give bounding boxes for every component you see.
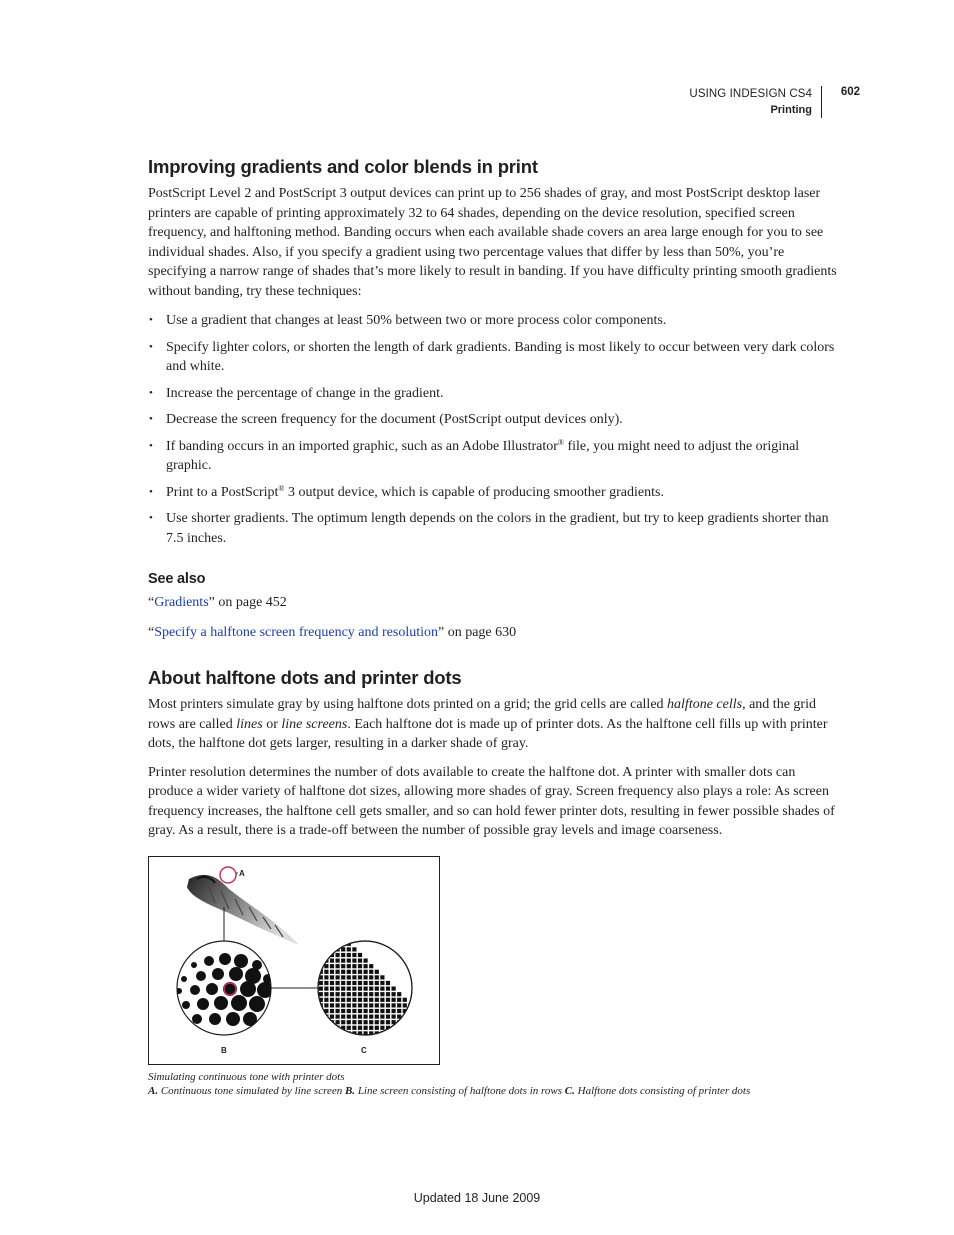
printer-dot: [392, 1031, 396, 1035]
printer-dot: [352, 958, 356, 962]
section-heading-gradients: Improving gradients and color blends in print: [148, 156, 538, 177]
printer-dot: [386, 992, 390, 996]
printer-dot: [352, 986, 356, 990]
caption-text-b: Line screen consisting of halftone dots in rows: [355, 1085, 565, 1097]
printer-dot: [403, 1020, 407, 1024]
printer-dot: [347, 1025, 351, 1029]
printer-dot: [347, 964, 351, 968]
list-item: [148, 483, 840, 503]
printer-dot: [341, 986, 345, 990]
printer-dot: [392, 992, 396, 996]
printer-dot: [375, 975, 379, 979]
printer-dot: [358, 958, 362, 962]
printer-dot: [375, 1014, 379, 1018]
printer-dot: [336, 975, 340, 979]
caption-text-c: Halftone dots consisting of printer dots: [574, 1085, 751, 1097]
printer-dot: [352, 1008, 356, 1012]
printer-dot: [319, 1008, 323, 1012]
printer-dot: [358, 997, 362, 1001]
printer-dot: [380, 980, 384, 984]
printer-dot: [319, 947, 323, 951]
printer-dot: [352, 952, 356, 956]
printer-dot: [364, 1020, 368, 1024]
printer-dot: [392, 1014, 396, 1018]
printer-dot: [386, 1014, 390, 1018]
printer-dot: [330, 958, 334, 962]
printer-dot: [347, 992, 351, 996]
printer-dot: [397, 1008, 401, 1012]
book-title: USING INDESIGN CS4: [689, 88, 812, 100]
printer-dot: [347, 947, 351, 951]
printer-dot: [319, 941, 323, 945]
printer-dot: [397, 1025, 401, 1029]
list-item: • Specify lighter colors, or shorten the length of dark gradients. Banding is most likely to occur between very dark colors and white.: [148, 338, 840, 377]
printer-dot: [358, 964, 362, 968]
caption-legend: [148, 1084, 840, 1099]
printer-dot: [369, 969, 373, 973]
printer-dot: [364, 969, 368, 973]
printer-dot: [330, 1031, 334, 1035]
printer-dot: [341, 997, 345, 1001]
printer-dot: [403, 1003, 407, 1007]
caption-key-b: B.: [344, 1085, 356, 1097]
list-item-text: file, you might need to adjust the original graphic.: [166, 438, 800, 473]
halftone-figure: [148, 856, 440, 1065]
printer-dot: [380, 986, 384, 990]
printer-dot: [364, 1014, 368, 1018]
printer-dot: [369, 980, 373, 984]
caption-title: Simulating continuous tone with printer dots: [148, 1070, 345, 1083]
see-also-heading: See also: [148, 571, 206, 587]
printer-dot: [369, 1014, 373, 1018]
quote-mark: “: [148, 624, 155, 640]
printer-dot: [364, 997, 368, 1001]
printer-dot: [341, 969, 345, 973]
term-line-screens: line screens: [281, 716, 348, 732]
printer-dot: [358, 980, 362, 984]
printer-dot: [358, 992, 362, 996]
printer-dot: [324, 1025, 328, 1029]
printer-dot: [358, 1020, 362, 1024]
printer-dot: [336, 964, 340, 968]
printer-dot: [358, 969, 362, 973]
printer-dot: [380, 1008, 384, 1012]
printer-dot: [319, 1031, 323, 1035]
printer-dot: [386, 986, 390, 990]
printer-dot: [341, 1031, 345, 1035]
printer-dot: [347, 958, 351, 962]
printer-dot: [386, 997, 390, 1001]
printer-dot: [324, 1031, 328, 1035]
printer-dot: [341, 947, 345, 951]
text-run: or: [262, 716, 282, 732]
shell-image: [187, 874, 299, 944]
printer-dot: [324, 969, 328, 973]
printer-dot: [380, 1003, 384, 1007]
printer-dot: [352, 964, 356, 968]
printer-dot: [369, 986, 373, 990]
list-item-text: 3 output device, which is capable of producing smoother gradients.: [284, 484, 664, 500]
printer-dot: [324, 992, 328, 996]
printer-dot: [347, 1014, 351, 1018]
printer-dot: [319, 992, 323, 996]
printer-dot: [380, 1025, 384, 1029]
printer-dot: [364, 1008, 368, 1012]
printer-dot: [336, 969, 340, 973]
list-item-text: If banding occurs in an imported graphic, such as an Adobe Illustrator: [166, 438, 558, 454]
printer-dot: [324, 952, 328, 956]
text-run: Most printers simulate gray by using halftone dots printed on a grid; the grid cells are called: [148, 697, 668, 712]
printer-dot: [347, 1008, 351, 1012]
printer-dot: [330, 986, 334, 990]
printer-dot: [375, 986, 379, 990]
printer-dot: [330, 1025, 334, 1029]
printer-dot: [324, 975, 328, 979]
printer-dot: [375, 992, 379, 996]
printer-dot: [364, 975, 368, 979]
printer-dot: [364, 964, 368, 968]
printer-dot: [352, 1003, 356, 1007]
printer-dot: [341, 1014, 345, 1018]
printer-dot: [347, 997, 351, 1001]
printer-dot: [330, 992, 334, 996]
list-item: • Use shorter gradients. The optimum length depends on the colors in the gradient, but try to keep gradients shorter than 7.5 inches.: [148, 509, 840, 548]
page-footer: Updated 18 June 2009: [413, 1191, 541, 1205]
halftone-paragraph-1: [148, 695, 840, 754]
printer-dot: [352, 969, 356, 973]
gradients-link[interactable]: Gradients: [154, 595, 209, 610]
printer-dot: [319, 980, 323, 984]
printer-dot: [352, 997, 356, 1001]
printer-dot: [380, 975, 384, 979]
printer-dot: [347, 986, 351, 990]
text-run: , and the grid rows are called: [148, 697, 816, 732]
printer-dot: [336, 1003, 340, 1007]
printer-dot: [369, 1025, 373, 1029]
printer-dot: [347, 952, 351, 956]
printer-dot: [364, 980, 368, 984]
printer-dot: [330, 980, 334, 984]
printer-dot: [330, 1014, 334, 1018]
printer-dot: [336, 986, 340, 990]
term-halftone-cells: halftone cells: [667, 697, 743, 712]
printer-dot: [358, 1014, 362, 1018]
printer-dot: [336, 997, 340, 1001]
printer-dot: [341, 952, 345, 956]
printer-dot: [347, 975, 351, 979]
printer-dot: [392, 1003, 396, 1007]
printer-dot: [386, 980, 390, 984]
printer-dot: [341, 1020, 345, 1024]
printer-dot: [330, 941, 334, 945]
printer-dot: [386, 1020, 390, 1024]
printer-dot: [352, 992, 356, 996]
printer-dot: [336, 1020, 340, 1024]
printer-dot: [324, 997, 328, 1001]
printer-dot: [330, 975, 334, 979]
halftone-illustration: [149, 857, 439, 1064]
printer-dot: [336, 941, 340, 945]
printer-dot: [352, 1020, 356, 1024]
printer-dot: [324, 1003, 328, 1007]
printer-dot: [330, 947, 334, 951]
printer-dot: [324, 980, 328, 984]
caption-key-c: C.: [564, 1085, 575, 1097]
printer-dot: [358, 986, 362, 990]
printer-dot: [341, 1003, 345, 1007]
printer-dot: [380, 992, 384, 996]
page-number: 602: [840, 86, 860, 98]
caption-text-a: Continuous tone simulated by line screen: [158, 1085, 345, 1097]
printer-dot: [369, 1020, 373, 1024]
printer-dot: [358, 952, 362, 956]
see-also-item: [148, 593, 840, 613]
printer-dot: [336, 1031, 340, 1035]
label-a: A: [239, 868, 245, 878]
printer-dot: [352, 947, 356, 951]
printer-dot: [324, 1020, 328, 1024]
printer-dot: [408, 1014, 412, 1018]
printer-dot: [358, 1003, 362, 1007]
printer-dot: [319, 952, 323, 956]
printer-dot: [364, 958, 368, 962]
printer-dot: [380, 997, 384, 1001]
printer-dot: [392, 997, 396, 1001]
see-also-item: [148, 623, 840, 643]
figure-caption: [148, 1070, 840, 1099]
printer-dot: [341, 964, 345, 968]
section-heading-halftone: About halftone dots and printer dots: [148, 667, 462, 688]
printer-dot: [324, 941, 328, 945]
printer-dot: [352, 1014, 356, 1018]
printer-dot: [364, 1003, 368, 1007]
printer-dot: [380, 1020, 384, 1024]
printer-dot: [380, 1014, 384, 1018]
label-c: C: [361, 1045, 367, 1055]
printer-dot: [352, 1025, 356, 1029]
printer-dot: [375, 969, 379, 973]
printer-dot: [336, 958, 340, 962]
printer-dot: [386, 1003, 390, 1007]
list-item-text: Print to a PostScript: [166, 484, 279, 500]
list-item: • Use a gradient that changes at least 50% between two or more process color components.: [148, 311, 840, 331]
printer-dot: [403, 997, 407, 1001]
printer-dot: [369, 992, 373, 996]
printer-dot: [341, 992, 345, 996]
quote-mark: “: [148, 595, 155, 610]
list-item: • Increase the percentage of change in the gradient.: [148, 384, 840, 404]
printer-dot: [319, 1020, 323, 1024]
printer-dot: [336, 992, 340, 996]
printer-dot: [375, 1008, 379, 1012]
printer-dot: [324, 947, 328, 951]
printer-dot: [397, 1003, 401, 1007]
printer-dot: [352, 980, 356, 984]
printer-dot: [341, 975, 345, 979]
printer-dot: [319, 958, 323, 962]
printer-dot: [364, 992, 368, 996]
printer-dot: [375, 997, 379, 1001]
printer-dot: [392, 986, 396, 990]
printer-dot: [330, 969, 334, 973]
chapter-title: Printing: [770, 104, 812, 116]
printer-dot: [324, 964, 328, 968]
printer-dot: [319, 1014, 323, 1018]
highlight-ring-a: [220, 867, 236, 883]
printer-dots-circle: [318, 941, 413, 1036]
line-screen-circle: [176, 941, 273, 1035]
header-divider: [821, 86, 822, 118]
halftone-paragraph-2: Printer resolution determines the number of dots available to create the halftone dot. A printer with smaller dots can produce a wider variety of halftone dot sizes, allowing more shades of gray. Screen frequency also plays a role: As screen frequency increases, the halftone cell gets smaller, and so can hold fewer printer dots, resulting in fewer possible shades of gray. As a result, there is a trade-off between the number of possible gray levels and image coarseness.: [148, 764, 835, 838]
page-reference: ” on page 630: [438, 624, 517, 640]
printer-dot: [352, 975, 356, 979]
registered-mark: ®: [557, 437, 564, 447]
printer-dot: [341, 958, 345, 962]
list-item: • Decrease the screen frequency for the document (PostScript output devices only).: [148, 410, 840, 430]
printer-dot: [369, 1003, 373, 1007]
printer-dot: [358, 975, 362, 979]
printer-dot: [369, 964, 373, 968]
term-lines: lines: [236, 716, 263, 732]
page-content: [148, 156, 840, 1099]
printer-dot: [386, 1031, 390, 1035]
halftone-frequency-link[interactable]: Specify a halftone screen frequency and resolution: [154, 624, 438, 640]
printer-dot: [336, 1014, 340, 1018]
printer-dot: [347, 969, 351, 973]
printer-dot: [324, 986, 328, 990]
printer-dot: [375, 1003, 379, 1007]
printer-dot: [336, 1008, 340, 1012]
printer-dot: [330, 997, 334, 1001]
printer-dot: [364, 1025, 368, 1029]
printer-dot: [341, 980, 345, 984]
techniques-list: [148, 311, 840, 548]
printer-dot: [369, 1008, 373, 1012]
printer-dot: [319, 986, 323, 990]
printer-dot: [358, 1025, 362, 1029]
printer-dot: [375, 1020, 379, 1024]
printer-dot: [319, 1025, 323, 1029]
label-b: B: [221, 1045, 227, 1055]
printer-dot: [347, 1003, 351, 1007]
printer-dot: [341, 1008, 345, 1012]
printer-dot: [408, 1008, 412, 1012]
caption-key-a: A.: [148, 1085, 159, 1097]
printer-dot: [330, 964, 334, 968]
printer-dot: [397, 992, 401, 996]
gradients-intro-paragraph: PostScript Level 2 and PostScript 3 output devices can print up to 256 shades of gray, and most PostScript desktop laser printers are capable of printing approximately 32 to 64 shades, depending on the device resolution, specified screen frequency, and halftoning method. Banding occurs when each available shade covers an area large enough for you to see individual shades. Also, if you specify a gradient using two percentage values that differ by less than 50%, you’re specifying a narrow range of shades that’s more likely to result in banding. If you have difficulty printing smooth gradients without banding, try these techniques:: [148, 186, 837, 299]
printer-dot: [336, 952, 340, 956]
list-item: [148, 437, 840, 476]
printer-dot: [330, 1008, 334, 1012]
registered-mark: ®: [278, 483, 285, 493]
printer-dot: [330, 1003, 334, 1007]
page-reference: ” on page 452: [208, 595, 287, 610]
printer-dot: [375, 1025, 379, 1029]
printer-dot: [386, 1008, 390, 1012]
text-run: . Each halftone dot is made up of printer dots. As the halftone cell fills up with printer dots, the halftone dot gets larger, resulting in a darker shade of gray.: [148, 716, 828, 751]
printer-dot: [336, 980, 340, 984]
printer-dot: [397, 997, 401, 1001]
printer-dot: [369, 975, 373, 979]
printer-dot: [364, 986, 368, 990]
printer-dot: [347, 1020, 351, 1024]
printer-dot: [347, 980, 351, 984]
printer-dot: [392, 1008, 396, 1012]
printer-dot: [358, 1008, 362, 1012]
printer-dot: [375, 980, 379, 984]
printer-dot: [369, 997, 373, 1001]
